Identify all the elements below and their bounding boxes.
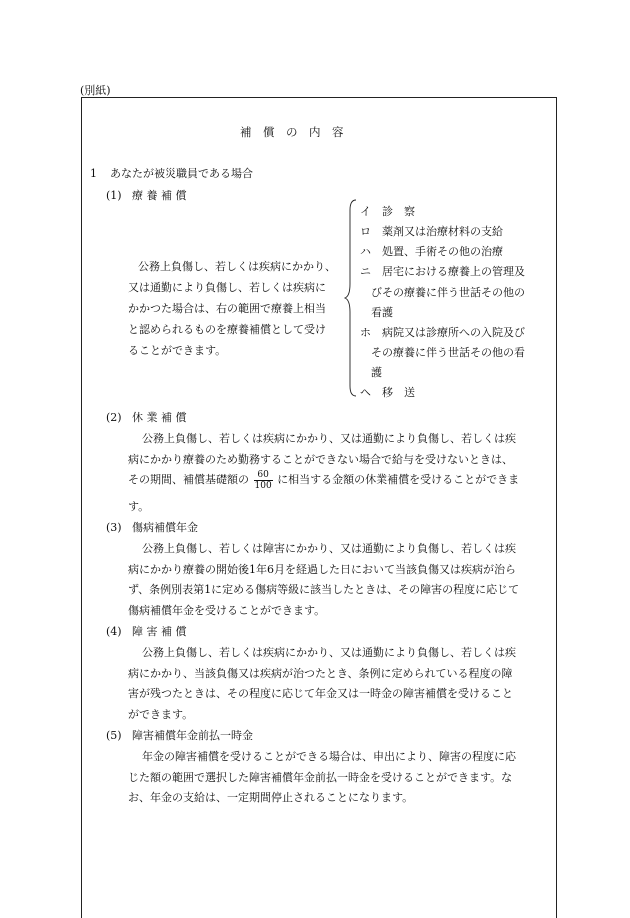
maebarai-line: じた額の範囲で選択した障害補償年金前払一時金を受けることができます。な xyxy=(128,771,513,784)
maebarai-heading: 障害補償年金前払一時金 xyxy=(132,729,253,742)
ryoyo-body-line: 又は通勤により負傷し、若しくは疾病に xyxy=(128,281,326,294)
shobyo-number: (3) xyxy=(106,521,122,534)
ryoyo-item: ニ 居宅における療養上の管理及 xyxy=(360,265,525,278)
kyugyo-line: 病にかかり療養のため勤務することができない場合で給与を受けないときは、 xyxy=(128,453,513,466)
ryoyo-heading: 療 養 補 償 xyxy=(132,189,187,202)
shobyo-line: ず、条例別表第1に定める傷病等級に該当したときは、その障害の程度に応じて xyxy=(128,583,520,596)
section-1-number: 1 xyxy=(90,167,97,180)
ryoyo-item: ヘ 移 送 xyxy=(360,386,415,399)
maebarai-line: 年金の障害補償を受けることができる場合は、申出により、障害の程度に応 xyxy=(142,750,516,763)
ryoyo-body-line: かかつた場合は、右の範囲で療養上相当 xyxy=(128,302,326,315)
ryoyo-item: 看護 xyxy=(360,306,393,319)
shogai-line: 害が残つたときは、その程度に応じて年金又は一時金の障害補償を受けること xyxy=(128,687,513,700)
fraction-numerator: 60 xyxy=(254,470,273,481)
maebarai-line: お、年金の支給は、一定期間停止されることになります。 xyxy=(128,791,414,804)
document-frame xyxy=(81,97,557,918)
section-1-heading: あなたが被災職員である場合 xyxy=(110,167,253,180)
fraction xyxy=(254,470,273,491)
kyugyo-line-fraction xyxy=(128,469,519,491)
ryoyo-item: びその療養に伴う世話その他の xyxy=(360,286,525,299)
kyugyo-line3-after: に相当する金額の休業補償を受けることができま xyxy=(277,473,520,486)
ryoyo-item: ホ 病院又は診療所への入院及び xyxy=(360,326,525,339)
ryoyo-body-line: 公務上負傷し、若しくは疾病にかかり、 xyxy=(138,260,336,273)
shogai-heading: 障 害 補 償 xyxy=(132,625,187,638)
kyugyo-heading: 休 業 補 償 xyxy=(132,411,187,424)
shogai-line: 病にかかり、当該負傷又は疾病が治つたとき、条例に定められている程度の障 xyxy=(128,667,513,680)
shobyo-heading: 傷病補償年金 xyxy=(132,521,198,534)
kyugyo-line3-before: その期間、補償基礎額の xyxy=(128,473,249,486)
shogai-line: 公務上負傷し、若しくは疾病にかかり、又は通勤により負傷し、若しくは疾 xyxy=(142,646,516,659)
ryoyo-item: ハ 処置、手術その他の治療 xyxy=(360,245,503,258)
kyugyo-line: 公務上負傷し、若しくは疾病にかかり、又は通勤により負傷し、若しくは疾 xyxy=(142,432,516,445)
kyugyo-number: (2) xyxy=(106,411,122,424)
brace-icon xyxy=(344,198,358,398)
ryoyo-item: 護 xyxy=(360,366,382,379)
shogai-line: ができます。 xyxy=(128,708,194,721)
maebarai-number: (5) xyxy=(106,729,122,742)
shobyo-line: 傷病補償年金を受けることができます。 xyxy=(128,604,326,617)
shobyo-line: 公務上負傷し、若しくは障害にかかり、又は通勤により負傷し、若しくは疾 xyxy=(142,542,516,555)
ryoyo-item: その療養に伴う世話その他の看 xyxy=(360,346,525,359)
document-title: 補 償 の 内 容 xyxy=(240,125,344,139)
ryoyo-item: ロ 薬剤又は治療材料の支給 xyxy=(360,225,503,238)
ryoyo-item: イ 診 察 xyxy=(360,205,415,218)
shogai-number: (4) xyxy=(106,625,122,638)
fraction-denominator: 100 xyxy=(254,480,272,491)
attachment-label: (別紙) xyxy=(80,84,111,97)
ryoyo-number: (1) xyxy=(106,189,122,202)
ryoyo-body-line: ることができます。 xyxy=(128,344,227,357)
ryoyo-body-line: と認められるものを療養補償として受け xyxy=(128,323,326,336)
shobyo-line: 病にかかり療養の開始後1年6月を経過した日において当該負傷又は疾病が治ら xyxy=(128,563,516,576)
kyugyo-line: す。 xyxy=(128,500,150,513)
